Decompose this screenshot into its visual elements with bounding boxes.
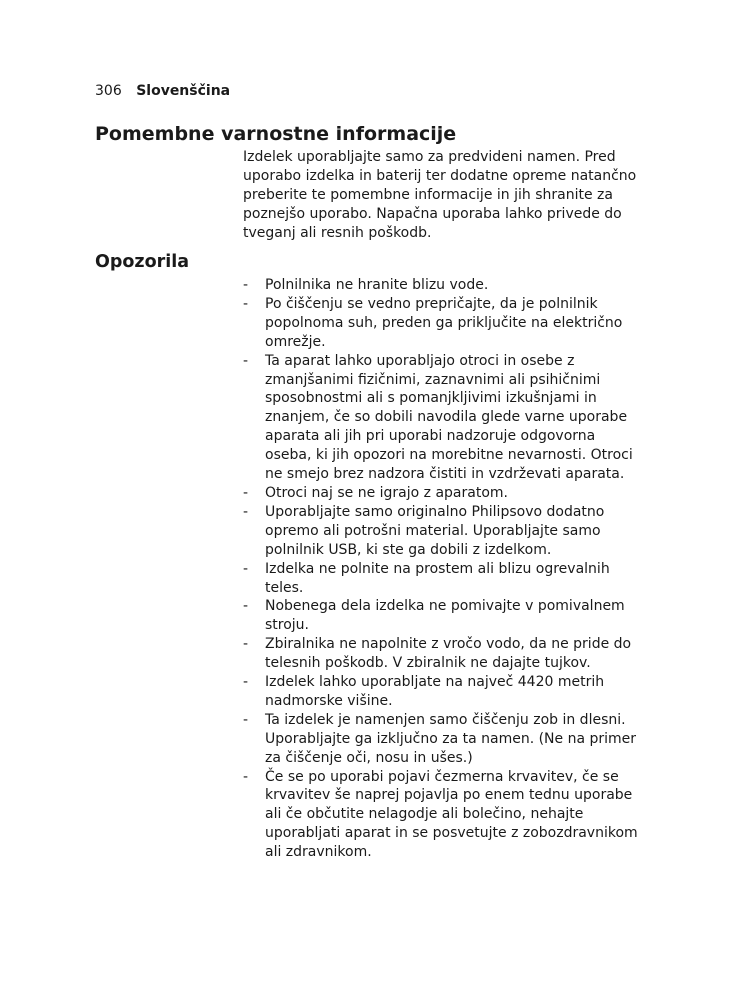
section-title: Pomembne varnostne informacije [95,123,457,145]
warning-item: - Uporabljajte samo originalno Philipsovo dodatno opremo ali potrošni material. Uporabljajte samo polnilnik USB, ki ste ga dobili z izdelkom. [243,503,643,560]
intro-paragraph: Izdelek uporabljajte samo za predvideni namen. Pred uporabo izdelka in baterij ter dodatne opreme natančno preberite te pomembne informacije in jih shranite za poznejšo uporabo. Napačna uporaba lahko privede do tveganj ali resnih poškodb. [243,149,637,241]
warning-item: - Nobenega dela izdelka ne pomivajte v pomivalnem stroju. [243,597,643,635]
page-header [95,82,230,100]
page-number: 306 [95,83,122,99]
warning-item: - Po čiščenju se vedno prepričajte, da je polnilnik popolnoma suh, preden ga priključite na električno omrežje. [243,295,643,352]
warning-item: - Ta izdelek je namenjen samo čiščenju zob in dlesni. Uporabljajte ga izključno za ta namen. (Ne na primer za čiščenje oči, nosu in ušes.) [243,711,643,768]
warning-item: - Polnilnika ne hranite blizu vode. [243,276,643,295]
warning-item: - Otroci naj se ne igrajo z aparatom. [243,484,643,503]
warning-item: - Izdelek lahko uporabljate na največ 4420 metrih nadmorske višine. [243,673,643,711]
warning-item: - Izdelka ne polnite na prostem ali blizu ogrevalnih teles. [243,560,643,598]
warning-item: - Če se po uporabi pojavi čezmerna krvavitev, če se krvavitev še naprej pojavlja po enem tednu uporabe ali če občutite nelagodje ali bolečino, nehajte uporabljati aparat in se posvetujte z zobozdravnikom ali zdravnikom. [243,768,643,863]
page-language: Slovenščina [136,83,231,99]
warnings-list [243,276,643,862]
warning-item: - Zbiralnika ne napolnite z vročo vodo, da ne pride do telesnih poškodb. V zbiralnik ne dajajte tujkov. [243,635,643,673]
warnings-heading: Opozorila [95,252,190,272]
warning-item: - Ta aparat lahko uporabljajo otroci in osebe z zmanjšanimi fizičnimi, zaznavnimi ali psihičnimi sposobnostmi ali s pomanjkljivimi izkušnjami in znanjem, če so dobili navodila glede varne uporabe aparata ali jih pri uporabi nadzoruje odgovorna oseba, ki jih opozori na morebitne nevarnosti. Otroci ne smejo brez nadzora čistiti in vzdrževati aparata. [243,352,643,484]
